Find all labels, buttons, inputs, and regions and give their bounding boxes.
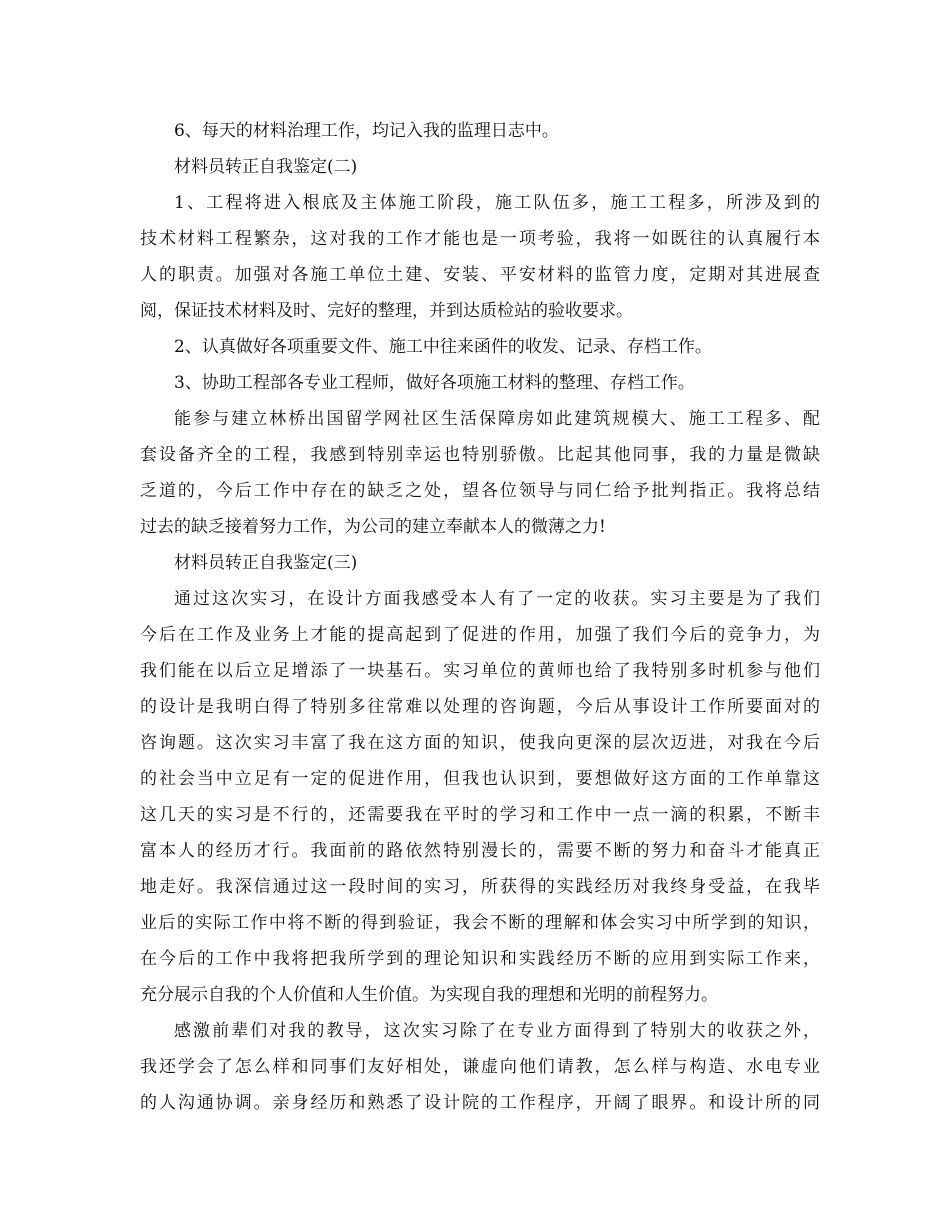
- text-line: 套设备齐全的工程，我感到特别幸运也特别骄傲。比起其他同事，我的力量是微缺: [140, 445, 820, 465]
- text-line: 富本人的经历才行。我面前的路依然特别漫长的，需要不断的努力和奋斗才能真正: [140, 841, 820, 861]
- text-line: 材料员转正自我鉴定(三): [174, 553, 358, 573]
- text-line: 的人沟通协调。亲身经历和熟悉了设计院的工作程序，开阔了眼界。和设计所的同: [140, 1093, 820, 1113]
- text-line: 乏道的，今后工作中存在的缺乏之处，望各位领导与同仁给予批判指正。我将总结: [140, 481, 820, 501]
- text-line: 这几天的实习是不行的，还需要我在平时的学习和工作中一点一滴的积累，不断丰: [140, 805, 820, 825]
- text-line: 我还学会了怎么样和同事们友好相处，谦虚向他们请教，怎么样与构造、水电专业: [140, 1057, 820, 1077]
- text-line: 人的职责。加强对各施工单位土建、安装、平安材料的监管力度，定期对其进展查: [140, 265, 820, 285]
- text-line: 通过这次实习，在设计方面我感受本人有了一定的收获。实习主要是为了我们: [174, 589, 820, 609]
- text-line: 2、认真做好各项重要文件、施工中往来函件的收发、记录、存档工作。: [174, 337, 712, 357]
- text-line: 在今后的工作中我将把我所学到的理论知识和实践经历不断的应用到实际工作来，: [140, 949, 820, 969]
- text-line: 阅，保证技术材料及时、完好的整理，并到达质检站的验收要求。: [140, 301, 633, 321]
- text-line: 地走好。我深信通过这一段时间的实习，所获得的实践经历对我终身受益，在我毕: [140, 877, 820, 897]
- text-line: 今后在工作及业务上才能的提高起到了促进的作用，加强了我们今后的竞争力，为: [140, 625, 820, 645]
- text-line: 技术材料工程繁杂，这对我的工作才能也是一项考验，我将一如既往的认真履行本: [140, 229, 820, 249]
- text-line: 3、协助工程部各专业工程师，做好各项施工材料的整理、存档工作。: [174, 373, 695, 393]
- text-line: 材料员转正自我鉴定(二): [174, 157, 358, 177]
- text-line: 充分展示自我的个人价值和人生价值。为实现自我的理想和光明的前程努力。: [140, 985, 718, 1005]
- text-line: 业后的实际工作中将不断的得到验证，我会不断的理解和体会实习中所学到的知识，: [140, 913, 820, 933]
- document-body: [140, 113, 820, 1121]
- text-line: 能参与建立林桥出国留学网社区生活保障房如此建筑规模大、施工工程多、配: [174, 409, 820, 429]
- text-line: 咨询题。这次实习丰富了我在这方面的知识，使我向更深的层次迈进，对我在今后: [140, 733, 820, 753]
- text-line: 1、工程将进入根底及主体施工阶段，施工队伍多，施工工程多，所涉及到的: [174, 193, 820, 213]
- text-line: 的社会当中立足有一定的促进作用，但我也认识到，要想做好这方面的工作单靠这: [140, 769, 820, 789]
- text-line: 我们能在以后立足增添了一块基石。实习单位的黄师也给了我特别多时机参与他们: [140, 661, 820, 681]
- text-line: 的设计是我明白得了特别多往常难以处理的咨询题，今后从事设计工作所要面对的: [140, 697, 820, 717]
- text-line: 感激前辈们对我的教导，这次实习除了在专业方面得到了特别大的收获之外，: [174, 1021, 820, 1041]
- text-line: 过去的缺乏接着努力工作，为公司的建立奉献本人的微薄之力!: [140, 517, 606, 537]
- text-line: 6、每天的材料治理工作，均记入我的监理日志中。: [174, 121, 559, 141]
